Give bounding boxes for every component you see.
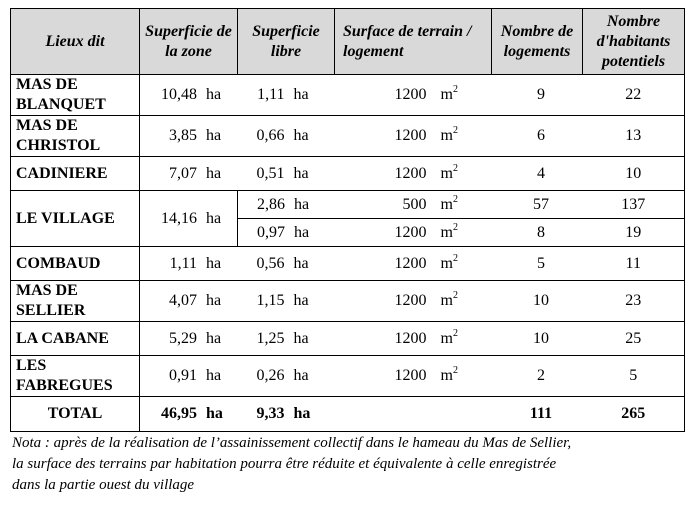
table-body — [11, 75, 685, 432]
free-area-cell: 1,25 ha — [238, 322, 335, 356]
housing-cell: 5 — [492, 247, 583, 281]
total-label: TOTAL — [11, 397, 140, 432]
total-row — [11, 397, 685, 432]
free-area-cell: 0,26 ha — [238, 356, 335, 397]
terrain-cell: 500 $m^2$ — [335, 191, 492, 219]
total-housing: 111 — [492, 397, 583, 432]
terrain-cell: 1200 $m^2$ — [335, 356, 492, 397]
housing-cell: 10 — [492, 322, 583, 356]
inhabitants-cell: 19 — [583, 219, 685, 247]
header-free-area: Superficie libre — [238, 9, 335, 75]
place-cell: LE VILLAGE — [11, 191, 140, 247]
zone-area-cell: 1,11 ha — [140, 247, 238, 281]
header-terrain: Surface de terrain / logement — [335, 9, 492, 75]
table-row — [11, 247, 685, 281]
place-cell: LA CABANE — [11, 322, 140, 356]
header-zone-area: Superficie de la zone — [140, 9, 238, 75]
terrain-cell: 1200 $m^2$ — [335, 116, 492, 157]
zone-area-cell: 14,16 ha — [140, 191, 238, 247]
header-row — [11, 9, 685, 75]
housing-cell: 2 — [492, 356, 583, 397]
zone-area-cell: 3,85 ha — [140, 116, 238, 157]
zone-area-cell: 4,07 ha — [140, 281, 238, 322]
terrain-cell: 1200 $m^2$ — [335, 247, 492, 281]
table-row — [11, 116, 685, 157]
terrain-value: 1200 — [394, 86, 427, 103]
free-area-cell: 0,66 ha — [238, 116, 335, 157]
inhabitants-cell: 22 — [583, 75, 685, 116]
table-row — [11, 191, 685, 219]
zones-table — [10, 8, 685, 432]
inhabitants-cell: 5 — [583, 356, 685, 397]
place-cell: CADINIERE — [11, 157, 140, 191]
place-cell: MAS DE SELLIER — [11, 281, 140, 322]
total-zone-area: 46,95 ha — [140, 397, 238, 432]
free-area-value: 1,11 — [257, 86, 285, 103]
zone-area-cell: 5,29 ha — [140, 322, 238, 356]
housing-cell: 57 — [492, 191, 583, 219]
zone-area-value: 10,48 — [161, 86, 197, 103]
housing-cell: 8 — [492, 219, 583, 247]
total-inhabitants: 265 — [583, 397, 685, 432]
inhabitants-cell: 13 — [583, 116, 685, 157]
inhabitants-cell: 25 — [583, 322, 685, 356]
nota-text: Nota : après de la réalisation de l’assainissement collectif dans le hameau du Mas de Sellier, la surface des terrains par habitation pourra être réduite et équivalente à celle enregistrée dans la partie ouest du village — [12, 435, 572, 493]
free-area-cell: 0,97 ha — [238, 219, 335, 247]
free-area-cell: 2,86 ha — [238, 191, 335, 219]
terrain-cell: 1200 $m^2$ — [335, 281, 492, 322]
inhabitants-cell: 11 — [583, 247, 685, 281]
free-area-cell: 0,51 ha — [238, 157, 335, 191]
housing-cell: 9 — [492, 75, 583, 116]
table-row — [11, 157, 685, 191]
inhabitants-cell: 10 — [583, 157, 685, 191]
terrain-cell: 1200 $m^2$ — [335, 157, 492, 191]
place-cell: LES FABREGUES — [11, 356, 140, 397]
unit-m2: $m^2$ — [440, 84, 458, 103]
zone-area-cell: 7,07 ha — [140, 157, 238, 191]
housing-cell: 6 — [492, 116, 583, 157]
place-cell: COMBAUD — [11, 247, 140, 281]
place-cell: MAS DE CHRISTOL — [11, 116, 140, 157]
unit-ha: ha — [293, 86, 309, 103]
unit-ha: ha — [206, 86, 222, 103]
inhabitants-cell: 23 — [583, 281, 685, 322]
place-cell: MAS DE BLANQUET — [11, 75, 140, 116]
housing-cell: 4 — [492, 157, 583, 191]
free-area-cell: 0,56 ha — [238, 247, 335, 281]
terrain-cell: 1200 $m^2$ — [335, 322, 492, 356]
zone-area-cell: 0,91 ha — [140, 356, 238, 397]
terrain-cell — [335, 75, 492, 116]
zone-area-cell — [140, 75, 238, 116]
housing-cell: 10 — [492, 281, 583, 322]
table-row — [11, 322, 685, 356]
table-row — [11, 356, 685, 397]
total-free-area: 9,33 ha — [238, 397, 335, 432]
free-area-cell — [238, 75, 335, 116]
inhabitants-cell: 137 — [583, 191, 685, 219]
free-area-cell: 1,15 ha — [238, 281, 335, 322]
terrain-cell: 1200 $m^2$ — [335, 219, 492, 247]
header-inhabitants: Nombre d'habitants potentiels — [583, 9, 685, 75]
table-row — [11, 75, 685, 116]
table-row — [11, 281, 685, 322]
header-housing: Nombre de logements — [492, 9, 583, 75]
header-place: Lieux dit — [11, 9, 140, 75]
total-terrain-empty — [335, 397, 492, 432]
